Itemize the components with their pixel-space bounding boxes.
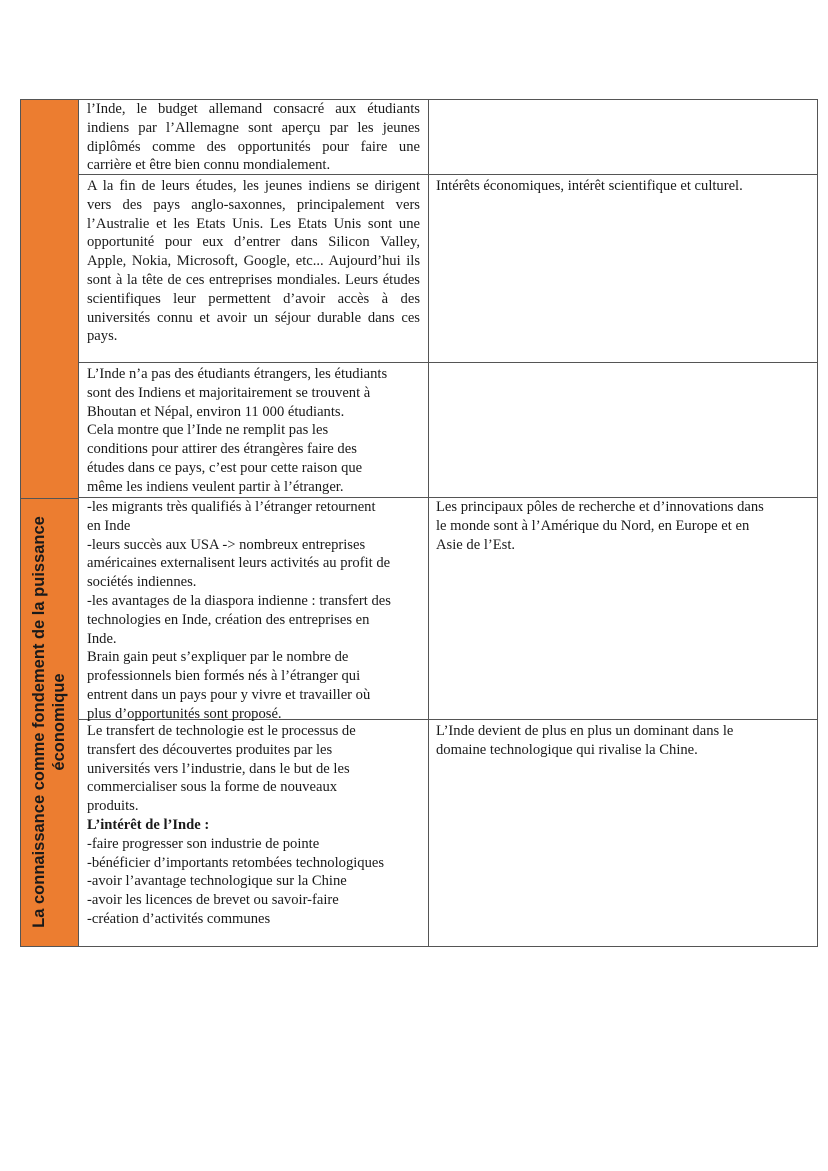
cell-text: l’Inde, le budget allemand consacré aux étudiants indiens par l’Allemagne sont aperçu par les jeunes diplômés comme des opportunités pour faire une carrière et être bien connu mondialement. bbox=[87, 101, 420, 174]
row-2-left-cell bbox=[79, 175, 429, 362]
row-5-left-cell bbox=[79, 720, 429, 946]
row-1-left-cell bbox=[79, 100, 429, 174]
side-cell-top bbox=[21, 100, 78, 499]
cell-line: en Inde bbox=[87, 517, 131, 534]
cell-text: A la fin de leurs études, les jeunes indiens se dirigent vers des pays anglo-saxonnes, principalement vers l’Australie et les Etats Unis. Les Etats Unis sont une opportunité pour eux d’entrer dans Silicon Valley, Apple, Nokia, Microsoft, Google, etc... Aujourd’hui ils sont à la tête de ces entreprises mondiales. Leurs études scientifiques leur permettent d’avoir accès à des universités connu et avoir un séjour durable dans ces pays. bbox=[87, 178, 420, 345]
cell-line: sont des Indiens et majoritairement se trouvent à bbox=[87, 384, 371, 401]
list-item: -avoir l’avantage technologique sur la Chine bbox=[87, 873, 347, 890]
row-2-right-cell bbox=[429, 175, 818, 362]
cell-line: entrent dans un pays pour y vivre et travailler où bbox=[87, 686, 371, 703]
row-4-right-cell bbox=[429, 498, 818, 719]
cell-line: sociétés indiennes. bbox=[87, 574, 197, 591]
list-item: -avoir les licences de brevet ou savoir-faire bbox=[87, 892, 339, 909]
cell-line: L’Inde devient de plus en plus un dominant dans le bbox=[436, 723, 734, 739]
list-item: -création d’activités communes bbox=[87, 910, 271, 927]
cell-line: le monde sont à l’Amérique du Nord, en Europe et en bbox=[436, 517, 750, 534]
row-3-right-cell bbox=[429, 363, 818, 497]
cell-line: L’Inde n’a pas des étudiants étrangers, les étudiants bbox=[87, 366, 388, 382]
content-table bbox=[20, 99, 818, 947]
cell-line: transfert des découvertes produites par les bbox=[87, 741, 333, 758]
side-cell-bottom bbox=[21, 499, 78, 946]
cell-line: Les principaux pôles de recherche et d’innovations dans bbox=[436, 499, 764, 515]
cell-line: conditions pour attirer des étrangères faire des bbox=[87, 441, 357, 458]
cell-line: Bhoutan et Népal, environ 11 000 étudiants. bbox=[87, 403, 345, 420]
table-row bbox=[79, 498, 818, 720]
cell-line: Brain gain peut s’expliquer par le nombre de bbox=[87, 649, 349, 666]
row-5-right-cell bbox=[429, 720, 818, 946]
cell-text: Intérêts économiques, intérêt scientifique et culturel. bbox=[436, 178, 743, 194]
table-row bbox=[79, 175, 818, 363]
cell-line: commercialiser sous la forme de nouveaux bbox=[87, 779, 338, 796]
cell-line: même les indiens veulent partir à l’étranger. bbox=[87, 478, 344, 495]
side-label: La connaissance comme fondement de la puissance économique bbox=[30, 516, 68, 928]
table-row bbox=[79, 100, 818, 175]
table-row bbox=[79, 363, 818, 498]
cell-line: Asie de l’Est. bbox=[436, 536, 516, 553]
section-heading: L’intérêt de l’Inde : bbox=[87, 816, 210, 833]
cell-line: -leurs succès aux USA -> nombreux entreprises bbox=[87, 536, 366, 553]
cell-line: plus d’opportunités sont proposé. bbox=[87, 705, 282, 722]
cell-line: Le transfert de technologie est le processus de bbox=[87, 723, 356, 739]
cell-line: américaines externalisent leurs activités au profit de bbox=[87, 555, 391, 572]
cell-line: domaine technologique qui rivalise la Chine. bbox=[436, 741, 698, 758]
cell-line: -les avantages de la diaspora indienne : transfert des bbox=[87, 592, 391, 609]
list-item: -bénéficier d’importants retombées technologiques bbox=[87, 854, 385, 871]
cell-line: produits. bbox=[87, 798, 139, 815]
cell-line: -les migrants très qualifiés à l’étranger retournent bbox=[87, 499, 376, 515]
cell-line: professionnels bien formés nés à l’étranger qui bbox=[87, 668, 361, 685]
cell-line: études dans ce pays, c’est pour cette raison que bbox=[87, 459, 363, 476]
row-3-left-cell bbox=[79, 363, 429, 497]
table-row bbox=[79, 720, 818, 946]
list-item: -faire progresser son industrie de pointe bbox=[87, 835, 320, 852]
row-4-left-cell bbox=[79, 498, 429, 722]
row-1-right-cell bbox=[429, 100, 818, 174]
side-column bbox=[21, 100, 79, 946]
cell-line: technologies en Inde, création des entreprises en bbox=[87, 611, 370, 628]
cell-line: Inde. bbox=[87, 630, 117, 647]
cell-line: Cela montre que l’Inde ne remplit pas les bbox=[87, 422, 329, 439]
cell-line: universités vers l’industrie, dans le but de les bbox=[87, 760, 350, 777]
